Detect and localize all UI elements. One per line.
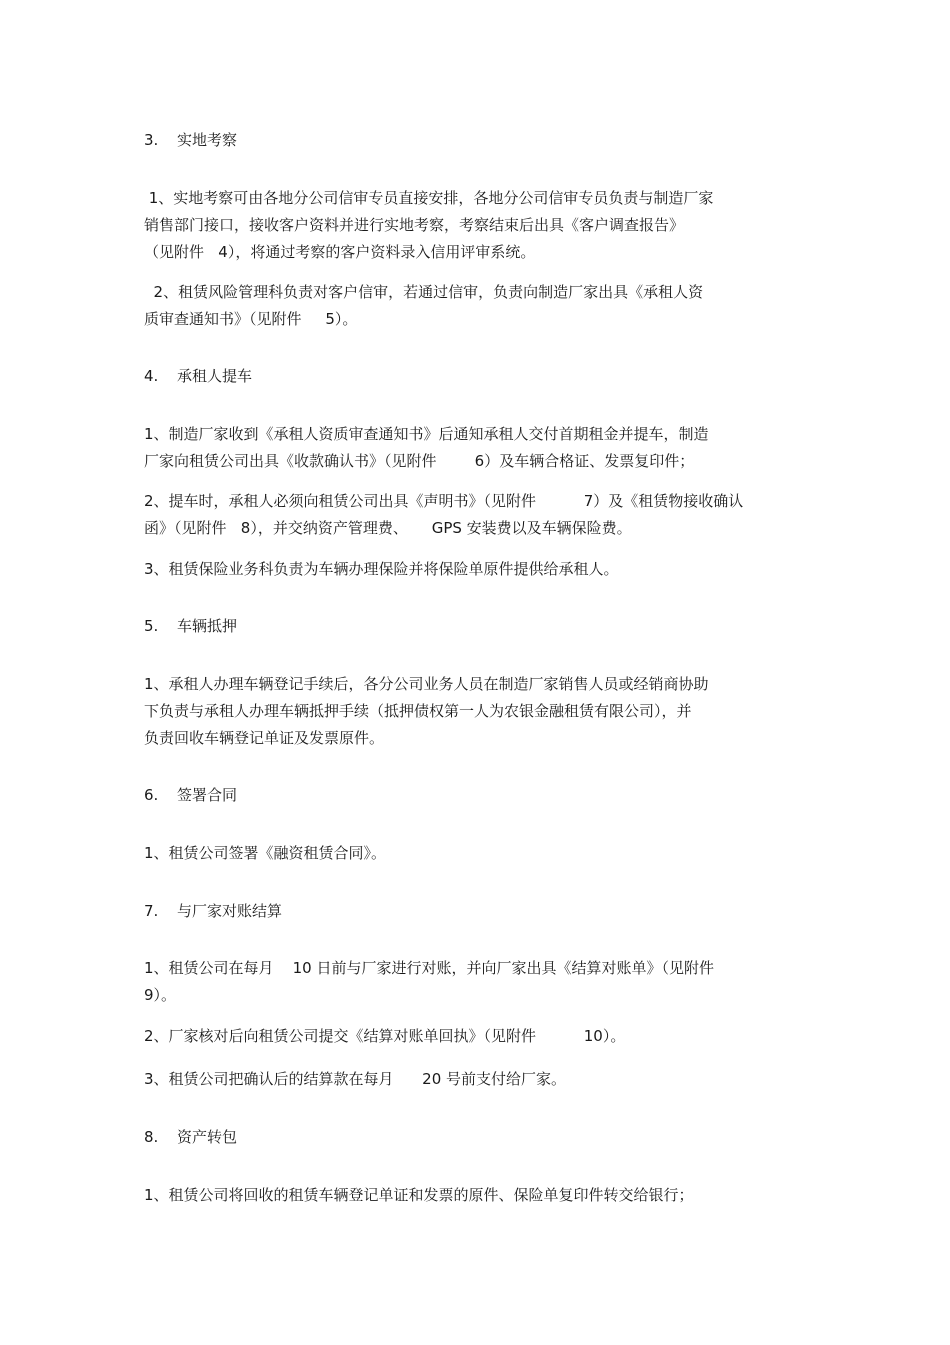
section-number: 8.	[144, 1128, 159, 1146]
text-line: 1、实地考察可由各地分公司信审专员直接安排，各地分公司信审专员负责与制造厂家	[144, 189, 714, 207]
paragraph-3-2	[144, 282, 804, 329]
text-line: 1、租赁公司将回收的租赁车辆登记单证和发票的原件、保险单复印件转交给银行；	[144, 1186, 694, 1204]
text-line: 1、租赁公司在每月 10 日前与厂家进行对账，并向厂家出具《结算对账单》（见附件	[144, 959, 714, 977]
text-line: 下负责与承租人办理车辆抵押手续（抵押债权第一人为农银金融租赁有限公司），并	[144, 702, 692, 720]
section-title: 实地考察	[177, 131, 238, 149]
section-heading-7	[144, 901, 282, 921]
paragraph-5-1	[144, 674, 804, 748]
text-line: 1、制造厂家收到《承租人资质审查通知书》后通知承租人交付首期租金并提车，制造	[144, 425, 709, 443]
text-line: 2、租赁风险管理科负责对客户信审，若通过信审，负责向制造厂家出具《承租人资	[144, 283, 704, 301]
paragraph-7-3	[144, 1069, 804, 1089]
paragraph-4-1	[144, 424, 804, 471]
section-number: 3.	[144, 131, 159, 149]
text-line: 9）。	[144, 986, 177, 1004]
section-number: 6.	[144, 786, 159, 804]
section-title: 承租人提车	[177, 367, 253, 385]
text-line: 3、租赁公司把确认后的结算款在每月 20 号前支付给厂家。	[144, 1070, 567, 1088]
section-title: 签署合同	[177, 786, 238, 804]
text-line: 1、租赁公司签署《融资租赁合同》。	[144, 844, 387, 862]
text-line: 3、租赁保险业务科负责为车辆办理保险并将保险单原件提供给承租人。	[144, 560, 619, 578]
paragraph-4-2	[144, 491, 804, 538]
section-heading-6	[144, 785, 237, 805]
text-line: 负责回收车辆登记单证及发票原件。	[144, 729, 385, 747]
text-line: 2、提车时，承租人必须向租赁公司出具《声明书》（见附件 7）及《租赁物接收确认	[144, 492, 744, 510]
section-title: 资产转包	[177, 1128, 238, 1146]
paragraph-6-1	[144, 843, 804, 863]
paragraph-8-1	[144, 1185, 804, 1205]
section-heading-8	[144, 1127, 237, 1147]
text-line: 1、承租人办理车辆登记手续后，各分公司业务人员在制造厂家销售人员或经销商协助	[144, 675, 709, 693]
section-number: 5.	[144, 617, 159, 635]
section-heading-5	[144, 616, 237, 636]
section-number: 7.	[144, 902, 159, 920]
paragraph-3-1	[144, 188, 804, 262]
text-line: 厂家向租赁公司出具《收款确认书》（见附件 6）及车辆合格证、发票复印件；	[144, 452, 695, 470]
section-heading-4	[144, 366, 252, 386]
text-line: 函》（见附件 8），并交纳资产管理费、 GPS 安装费以及车辆保险费。	[144, 519, 632, 537]
paragraph-4-3	[144, 559, 804, 579]
text-line: （见附件 4），将通过考察的客户资料录入信用评审系统。	[144, 243, 536, 261]
section-title: 与厂家对账结算	[177, 902, 283, 920]
section-title: 车辆抵押	[177, 617, 238, 635]
section-number: 4.	[144, 367, 159, 385]
paragraph-7-2	[144, 1026, 804, 1046]
text-line: 2、厂家核对后向租赁公司提交《结算对账单回执》（见附件 10）。	[144, 1027, 626, 1045]
section-heading-3	[144, 130, 237, 150]
paragraph-7-1	[144, 958, 804, 1005]
text-line: 销售部门接口，接收客户资料并进行实地考察，考察结束后出具《客户调查报告》	[144, 216, 685, 234]
text-line: 质审查通知书》（见附件 5）。	[144, 310, 358, 328]
